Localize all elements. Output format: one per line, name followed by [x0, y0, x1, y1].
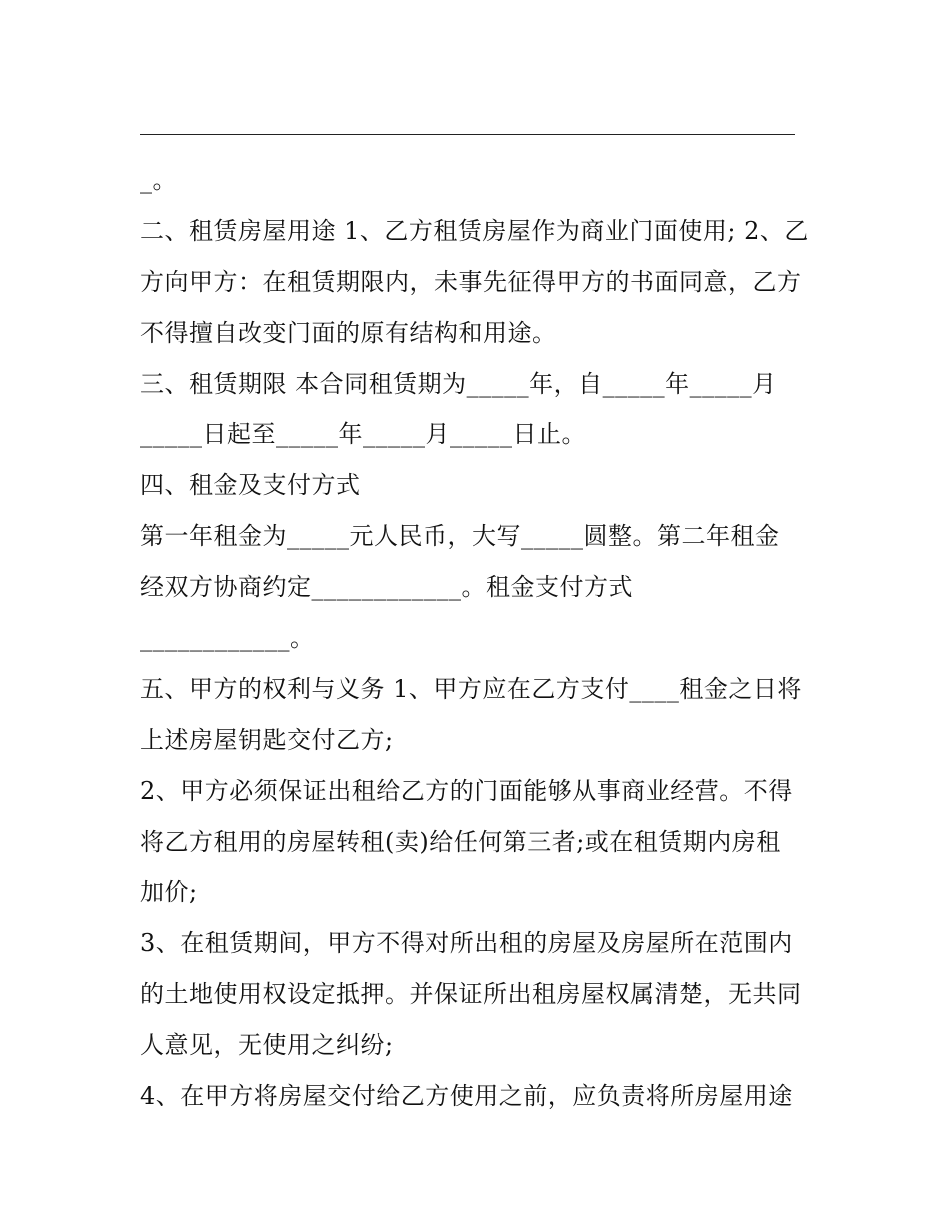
blank-fill-line — [140, 134, 795, 135]
text-line: 经双方协商约定____________。租金支付方式 — [140, 573, 633, 602]
document-body — [140, 162, 820, 1129]
text-line: _____日起至_____年_____月_____日止。 — [140, 420, 586, 449]
text-line: 的土地使用权设定抵押。并保证所出租房屋权属清楚，无共同 — [140, 980, 802, 1009]
text-line: 人意见，无使用之纠纷; — [140, 1031, 394, 1060]
text-line: 方向甲方：在租赁期限内，未事先征得甲方的书面同意，乙方 — [140, 267, 802, 296]
text-line: 2、甲方必须保证出租给乙方的门面能够从事商业经营。不得 — [140, 776, 793, 805]
text-line: 上述房屋钥匙交付乙方; — [140, 725, 394, 754]
text-line: _。 — [140, 166, 177, 194]
text-line: 加价; — [140, 878, 198, 907]
text-line: ____________。 — [140, 624, 315, 653]
text-line: 将乙方租用的房屋转租(卖)给任何第三者;或在租赁期内房租 — [140, 827, 781, 856]
text-line: 五、甲方的权利与义务 1、甲方应在乙方支付____租金之日将 — [140, 674, 802, 703]
text-line: 不得擅自改变门面的原有结构和用途。 — [140, 318, 557, 347]
text-line: 4、在甲方将房屋交付给乙方使用之前，应负责将所房屋用途 — [140, 1082, 793, 1111]
text-line: 3、在租赁期间，甲方不得对所出租的房屋及房屋所在范围内 — [140, 929, 793, 958]
text-line: 三、租赁期限 本合同租赁期为_____年，自_____年_____月 — [140, 369, 777, 398]
section-heading: 四、租金及支付方式 — [140, 471, 361, 500]
text-line: 二、租赁房屋用途 1、乙方租赁房屋作为商业门面使用; 2、乙 — [140, 216, 809, 245]
text-line: 第一年租金为_____元人民币，大写_____圆整。第二年租金 — [140, 522, 780, 551]
